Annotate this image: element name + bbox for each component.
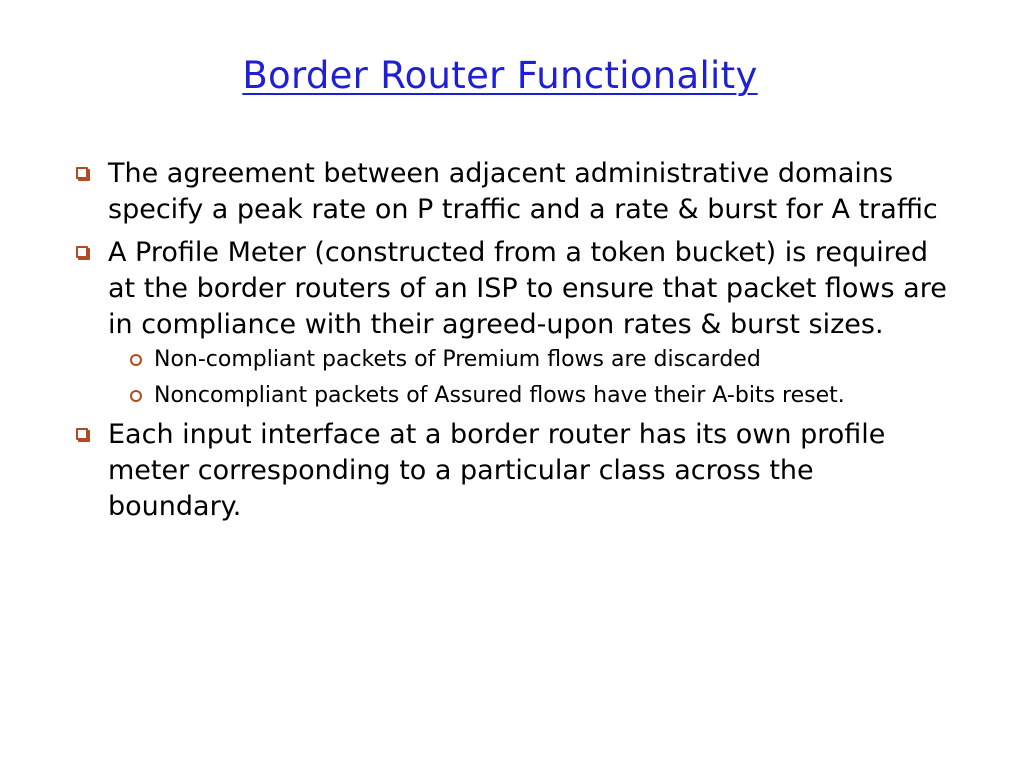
square-bullet-icon	[76, 246, 88, 258]
square-bullet-icon	[76, 428, 88, 440]
bullet-item-profile-meter	[74, 235, 954, 410]
bullet-text: Each input interface at a border router has its own profile meter corresponding to a particular class across the boundary.	[108, 419, 886, 522]
sub-bullet-item-assured	[130, 381, 954, 410]
sub-bullet-item-premium	[130, 345, 954, 374]
sub-bullet-text: Non-compliant packets of Premium flows are discarded	[154, 347, 761, 372]
sub-bullet-list	[108, 345, 954, 410]
bullet-item-agreement	[74, 156, 954, 228]
bullet-text: A Profile Meter (constructed from a token bucket) is required at the border routers of an ISP to ensure that packet flows are in compliance with their agreed-upon rates & burst sizes.	[108, 237, 947, 340]
slide-title: Border Router Functionality	[242, 54, 758, 97]
square-bullet-icon	[76, 167, 88, 179]
bullet-list	[74, 156, 954, 532]
circle-bullet-icon	[130, 354, 142, 366]
sub-bullet-text: Noncompliant packets of Assured flows have their A-bits reset.	[154, 383, 845, 408]
circle-bullet-icon	[130, 390, 142, 402]
bullet-item-input-interface	[74, 417, 954, 525]
bullet-text: The agreement between adjacent administrative domains specify a peak rate on P traffic and a rate & burst for A traffic	[108, 158, 938, 225]
